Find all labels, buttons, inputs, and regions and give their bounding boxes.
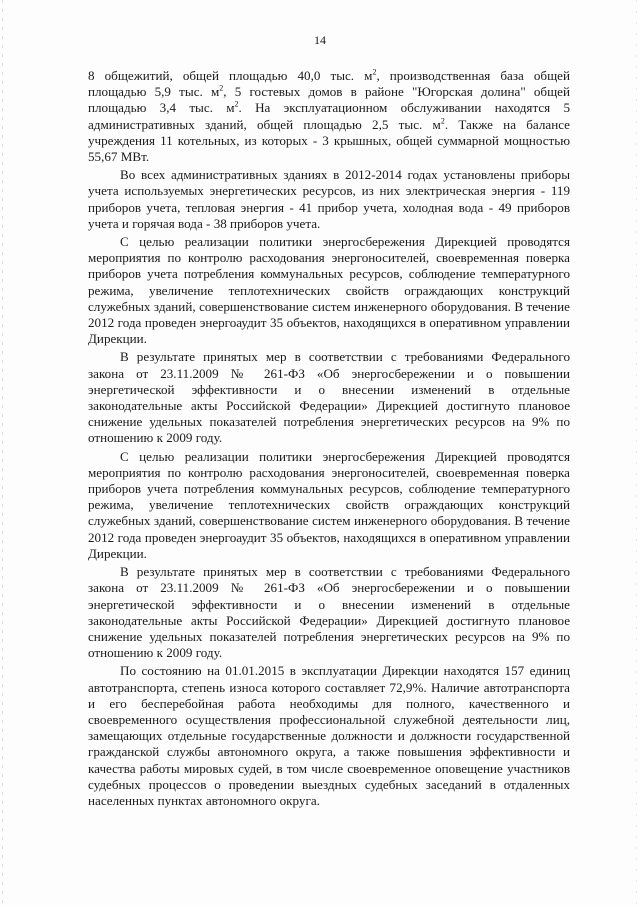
paragraph-meters: Во всех административных зданиях в 2012-2014 годах установлены приборы учета используемых энергетических ресурсов, из них электрическая энергия - 119 приборов учета, тепловая энергия - 41 прибор учета, холодная вода - 49 приборов учета и горячая вода - 38 приборов учета.	[88, 167, 570, 231]
paragraph-energy-results: В результате принятых мер в соответствии с требованиями Федерального закона от 23.11.2009 № 261-ФЗ «Об энергосбережении и о повышении энергетической эффективности и о внесении изменений в отдельные законодательные акты Российской Федерации» Дирекцией достигнуто плановое снижение удельных показателей потребления энергетических ресурсов на 9% по отношению к 2009 году.	[88, 349, 570, 446]
page-number: 14	[314, 33, 326, 47]
paragraph-vehicles: По состоянию на 01.01.2015 в эксплуатации Дирекции находятся 157 единиц автотранспорта, степень износа которого составляет 72,9%. Наличие автотранспорта и его бесперебойная работа необходимы для полного, качественного и своевременного осуществления профессиональной служебной деятельности лиц, замещающих отдельные государственные должности и должности государственной гражданской службы автономного округа, а также повышения эффективности и качества работы мировых судей, в том числе своевременное оповещение участников судебных процессов о проведении выездных судебных заседаний в отдаленных населенных пунктах автономного округа.	[88, 663, 570, 808]
scan-edge-left	[2, 0, 3, 905]
document-body	[88, 68, 570, 811]
paragraph-facilities: 8 общежитий, общей площадью 40,0 тыс. $м^2$, производственная база общей площадью 5,9 тыс. $м^2$, 5 гостевых домов в районе "Югорская долина" общей площадью 3,4 тыс. $м^2$. На эксплуатационном обслуживании находятся 5 административных зданий, общей площадью 2,5 тыс. $м^2$. Также на балансе учреждения 11 котельных, из которых - 3 крышных, общей суммарной мощностью 55,67 МВт.	[88, 67, 570, 165]
paragraph-energy-results-repeat: В результате принятых мер в соответствии с требованиями Федерального закона от 23.11.2009 № 261-ФЗ «Об энергосбережении и о повышении энергетической эффективности и о внесении изменений в отдельные законодательные акты Российской Федерации» Дирекцией достигнуто плановое снижение удельных показателей потребления энергетических ресурсов на 9% по отношению к 2009 году.	[88, 564, 570, 661]
paragraph-energy-policy: С целью реализации политики энергосбережения Дирекцией проводятся мероприятия по контролю расходования энергоносителей, своевременная поверка приборов учета потребления коммунальных ресурсов, соблюдение температурного режима, увеличение теплотехнических свойств ограждающих конструкций служебных зданий, совершенствование систем инженерного оборудования. В течение 2012 года проведен энергоаудит 35 объектов, находящихся в оперативном управлении Дирекции.	[88, 234, 570, 347]
paragraph-energy-policy-repeat: С целью реализации политики энергосбережения Дирекцией проводятся мероприятия по контролю расходования энергоносителей, своевременная поверка приборов учета потребления коммунальных ресурсов, соблюдение температурного режима, увеличение теплотехнических свойств ограждающих конструкций служебных зданий, совершенствование систем инженерного оборудования. В течение 2012 года проведен энергоаудит 35 объектов, находящихся в оперативном управлении Дирекции.	[88, 448, 570, 561]
scan-edge-right	[636, 0, 637, 905]
